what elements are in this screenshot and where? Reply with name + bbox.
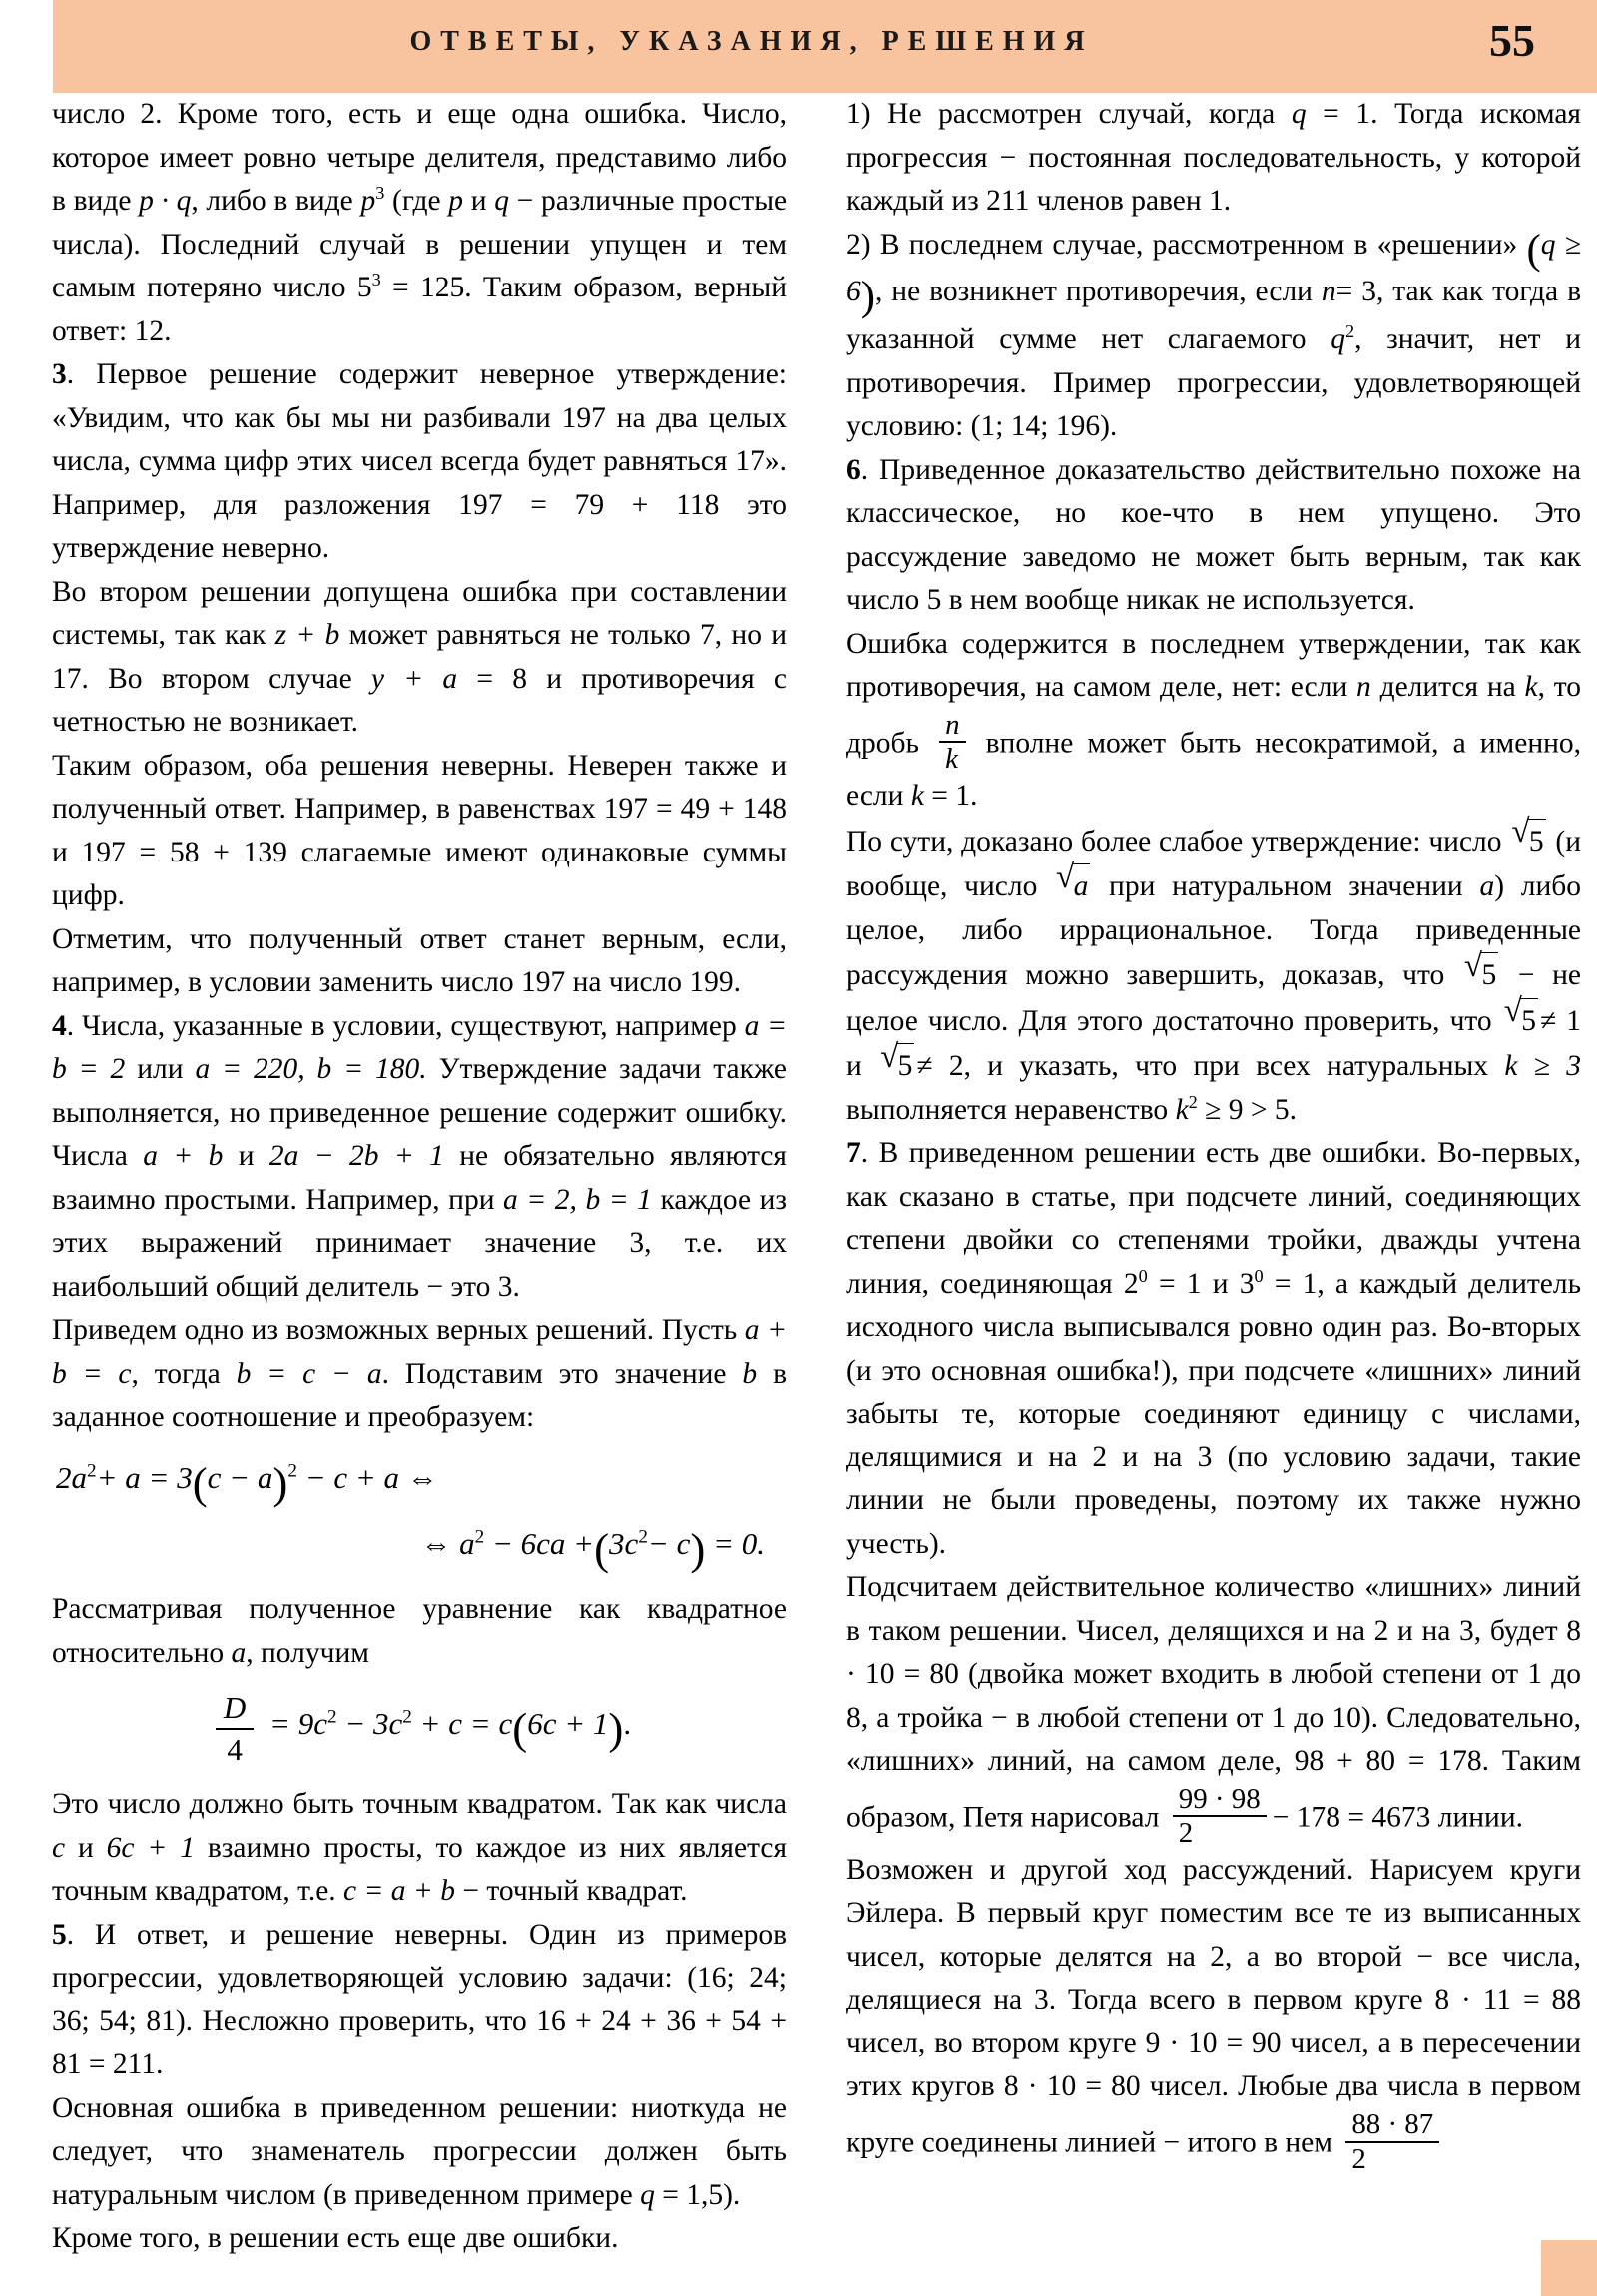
eq-paren-open: ( [594,1524,610,1575]
text-run: и [470,185,487,217]
text-run: = 1. Тогда искомая прогрессия − постоянная последовательность, у которой каждый из 211 членов равен 1. [846,98,1581,217]
math-q-squared: q [1331,323,1345,356]
text-run: , не возникнет противоречия, если [875,276,1313,308]
eq-part: 2a [56,1459,87,1495]
text-run: . Первое решение содержит неверное утверждение: «Увидим, что как бы мы ни разбивали 197 на два целых числа, сумма цифр этих чисел всегда будет равняться 17». Например, для разложения 197 = 79 + 118 это утверждение неверно. [52,358,787,564]
math-q: q [640,2178,655,2211]
sqrt-5 [1463,947,1498,998]
fraction-denominator: k [945,743,958,776]
radical-sign-icon: √ [880,1038,899,1075]
eq-paren-close: ) [608,1703,624,1754]
math-exponent: 2 [1188,1091,1198,1112]
radicand: 5 [1480,952,1498,998]
paragraph-correct-solution [52,1309,787,1439]
math-5-cubed [357,272,464,303]
eq-paren-close: ) [690,1524,706,1575]
math-2-pow-0 [1123,1265,1202,1300]
right-column [846,93,1581,2296]
text-run: Ошибка содержится в последнем утверждении, так как противоречия, на самом деле, нет: если [846,627,1581,704]
paragraph-main-error [52,2087,787,2218]
text-run: . В приведенном решении есть две ошибки. Во-первых, как сказано в статье, при подсчете линий, соединяющих степени двойки со степенями тройки, дважды учтена линия, соединяющая [846,1137,1581,1300]
fraction-numerator: D [223,1690,247,1726]
math-3-pow-0 [1239,1265,1318,1300]
displayed-equation-1-line-1 [52,1455,787,1506]
math-n: n [1356,671,1371,704]
text-run: 1) Не рассмотрен случай, когда [846,98,1276,130]
eq-part: + c = c [419,1706,513,1741]
paragraph-weaker-statement [846,814,1581,1133]
text-run: . [1289,1093,1297,1126]
text-run: − точный квадрат. [462,1875,688,1908]
eq-exponent: 2 [638,1527,648,1549]
displayed-equation-2 [52,1691,787,1767]
text-run: и [1212,1267,1229,1300]
text-run: (где [392,185,441,217]
text-run: чисел. Любые два числа в первом круге соединены линией − итого в нем [846,2070,1581,2159]
eq-exponent: 2 [474,1527,485,1549]
text-run: Возможен и другой ход рассуждений. Нарисуем круги Эйлера. В первый круг поместим все те из выписанных чисел, которые делятся на 2, а во второй − все числа, делящиеся на 3. Тогда всего в первом круге [846,1853,1581,2016]
paragraph-quadratic [52,1588,787,1675]
answer-item-3 [52,353,787,571]
math-exponent: 0 [1138,1265,1148,1286]
item-number: 4 [52,1009,67,1042]
radical-sign-icon: √ [1511,814,1530,851]
math-ne-1: ≠ 1 [1540,1004,1581,1037]
math-exponent: 0 [1254,1265,1264,1286]
eq-period: . [623,1706,632,1741]
math-2a-2b-1: 2a − 2b + 1 [268,1140,444,1172]
text-run: Приведем одно из возможных верных решений. Пусть [52,1314,738,1346]
paragraph-euler-circles [846,1849,1581,2174]
eq-exponent: 2 [402,1706,412,1728]
math-a-plus-b-eq-c: a + b = c [52,1314,787,1390]
math-c: c [52,1831,66,1864]
eq-part: c − a [207,1459,273,1495]
paren-open: ( [1526,225,1541,273]
math-b-180: b = 180. [316,1053,427,1085]
text-run: (двойка может входить в любой степени от 1 до 8, а тройка − в любой степени от 1 до 10). Следовательно, «лишних» линий, на самом деле, 98 + 80 = 178. Таким образом, Петя нарисовал [846,1658,1581,1834]
eq-part: + a = 3 [96,1459,193,1495]
text-run: . Числа, указанные в условии, существуют, например [66,1009,737,1042]
text-run: = 1,5). [662,2178,741,2211]
paragraph-continuation [52,93,787,353]
text-run: и [238,1140,255,1172]
eq-exponent: 2 [326,1706,337,1728]
math-a-220: a = 220, [195,1053,305,1085]
math-k-ge-3: k ≥ 3 [1504,1050,1581,1083]
math-k: k [910,780,924,813]
paragraph-note-199: Отметим, что полученный ответ станет верным, если, например, в условии заменить число 197 на число 199. [52,922,787,998]
text-run: , значит, нет и противоречия. Пример прогрессии, удовлетворяющей условию: (1; 14; 196). [846,323,1581,443]
text-run: может равняться не только 7, но и 17. Во втором случае [52,619,787,695]
text-run: делится на [1379,671,1516,704]
math-c-eq-a-plus-b: c = a + b [343,1875,455,1908]
radical-sign-icon: √ [1503,993,1522,1030]
answer-item-4 [52,1005,787,1310]
text-run: число 2. Кроме того, есть и еще одна ошибка. Число, которое имеет ровно четыре делителя, представимо либо в виде [52,98,787,217]
text-run: = 1. [931,780,978,813]
paragraph-count-extra-lines [846,1566,1581,1849]
eq-part: = 0. [713,1526,765,1562]
paragraph-case-1 [846,93,1581,224]
math-b-eq-c-minus-a: b = c − a [236,1357,382,1390]
radicand: 5 [1528,819,1546,864]
text-run: выполняется неравенство [846,1093,1169,1126]
bottom-right-corner-block [1541,2240,1597,2296]
math-a-eq-2: a = 2, [503,1183,577,1216]
page-title: ОТВЕТЫ, УКАЗАНИЯ, РЕШЕНИЯ [409,26,1094,57]
paragraph-case-2 [846,224,1581,449]
text-run: . Приведенное доказательство действительно похоже на классическое, но кое-что в нем упущено. Это рассуждение заведомо не может быть верным, так как число 5 в нем вообще никак не используется. [846,453,1581,617]
math-a-plus-b: a + b [143,1140,224,1172]
page-body [0,93,1597,2296]
math-8-times-11: 8 · 11 = 88 [1434,1984,1581,2016]
text-run: ) либо целое, либо иррациональное. Тогда приведенные рассуждения можно завершить, доказав, что [846,870,1581,992]
radicand: a [1073,870,1089,903]
left-column [52,93,787,2296]
math-base: 2 [1123,1267,1139,1300]
text-run: , получим [246,1636,369,1669]
text-run: 2) В последнем случае, рассмотренном в «решении» [846,228,1518,261]
page-number: 55 [1489,15,1535,66]
eq-part: − c + a ⇔ [304,1459,438,1495]
math-n: n [1321,276,1336,308]
answer-item-5 [52,1914,787,2087]
radical-sign-icon: √ [1463,947,1483,984]
math-5: 5 [356,272,372,303]
sqrt-a [1056,859,1090,909]
paragraph-both-wrong: Таким образом, оба решения неверны. Неверен также и полученный ответ. Например, в равенствах 197 = 49 + 148 и 197 = 58 + 139 слагаемые имеют одинаковые суммы цифр. [52,749,787,911]
text-run: = 3, так как тогда в указанной сумме нет слагаемого [846,276,1581,356]
text-run: чисел, во втором круге [846,2026,1137,2059]
text-run: каждое из этих выражений принимает значение 3, т.е. их наибольший общий делитель − это 3. [52,1183,787,1303]
math-z-plus-b: z + b [274,619,340,651]
text-run: − не целое число. Для этого достаточно проверить, что [846,959,1581,1037]
math-value: = 1 [1158,1267,1202,1300]
math-k: k [1524,671,1538,704]
paragraph-error-last-statement [846,623,1581,819]
math-q: q [494,185,509,217]
math-a: a [1479,870,1495,903]
math-exponent: 2 [1344,321,1355,342]
paragraph-two-more-errors: Кроме того, в решении есть еще две ошибки. [52,2222,619,2255]
item-number: 6 [846,453,861,486]
math-value: = 1 [1274,1267,1318,1300]
math-y-plus-a: y + a [370,662,458,695]
text-run: , а каждый делитель исходного числа выписывался ровно один раз. Во-вторых (и это основная ошибка!), при подсчете «лишних» линий забыты те, которые соединяют единицу с числами, делящимися и на 2 и на 3 (по условию задачи, такие линии не были проведены, поэтому их также нужно учесть). [846,1267,1581,1560]
fraction-numerator: n [945,708,960,741]
math-pq: p · q [139,185,192,217]
text-run: . Таким образом, верный ответ: 12. [52,272,787,347]
text-run: , то дробь [846,671,1581,760]
fraction-numerator: 99 · 98 [1178,1782,1261,1815]
sqrt-5 [1511,814,1545,864]
eq-paren-open: ( [192,1457,208,1508]
text-run: Во втором решении допущена ошибка при составлении системы, так как [52,575,787,651]
eq-paren-open: ( [512,1703,528,1754]
answer-item-6 [846,449,1581,623]
text-run: − различные простые числа). Последний случай в решении упущен и тем самым потеряно число [52,185,787,303]
text-run: , либо в виде [191,185,353,217]
eq-exponent: 2 [287,1460,297,1482]
item-number: 3 [52,358,67,390]
radicand: 5 [897,1043,915,1089]
text-run: Рассматривая полученное уравнение как квадратное относительно [52,1593,787,1669]
displayed-equation-1-line-2 [52,1521,787,1575]
eq-part: − c [647,1526,691,1562]
item-number: 7 [846,1137,861,1170]
math-q: q [1291,98,1307,130]
math-p: p [448,185,464,217]
text-run: , тогда [131,1357,221,1390]
eq-part: 3c [609,1526,639,1562]
eq-part: − 6ca + [491,1526,595,1562]
math-b: b [742,1357,758,1390]
math-6c-plus-1: 6c + 1 [106,1831,195,1864]
fraction-denominator: 2 [1173,1815,1267,1849]
sqrt-5 [1503,993,1538,1044]
math-a: a [231,1636,247,1669]
fraction-numerator: 88 · 87 [1351,2107,1434,2140]
radicand: 5 [1520,998,1538,1044]
math-p-exponent: 3 [375,183,385,204]
fraction-D-over-4 [216,1691,254,1767]
fraction-n-over-k [939,710,965,775]
text-run: взаимно просты, то каждое из них является точным квадратом, т.е. [52,1831,787,1908]
item-number: 5 [52,1918,67,1951]
text-run: чисел, а в пересечении этих кругов [846,2026,1581,2103]
sqrt-5 [880,1038,914,1089]
text-run: при натуральном значении [1109,870,1463,903]
fraction-denominator: 4 [216,1728,254,1767]
page-header-banner [53,0,1597,93]
eq-part: = 9c [269,1706,327,1741]
text-run: По сути, доказано более слабое утверждение: число [846,825,1502,858]
math-5-exponent: 3 [371,270,381,290]
eq-exponent: 2 [87,1460,97,1482]
text-run: линии. [1437,1801,1523,1834]
text-run: Это число должно быть точным квадратом. Так как числа [52,1788,787,1821]
math-8-times-10: 8 · 10 = 80 [846,1614,1581,1691]
text-run: . И ответ, и решение неверны. Один из примеров прогрессии, удовлетворяющей условию задачи: (16; 24; 36; 54; 81). Несложно проверить, что 16 + 24 + 36 + 54 + 81 = 211. [52,1918,787,2081]
math-q-ge-6: q ≥ 6 [846,228,1581,308]
math-ineq: ≥ 9 > 5 [1205,1093,1290,1126]
paragraph-perfect-square [52,1783,787,1914]
radical-sign-icon: √ [1056,859,1075,895]
text-run: в заданное соотношение и преобразуем: [52,1357,787,1433]
eq-part: − 3c [344,1706,403,1741]
text-run: не обязательно являются взаимно простыми. Например, при [52,1140,787,1216]
paragraph-second-solution [52,571,787,745]
math-base: 3 [1239,1267,1255,1300]
math-a-b-2: a = b = 2 [52,1009,787,1085]
text-run: Основная ошибка в приведенном решении: ниоткуда не следует, что знаменатель прогрессии должен быть натуральным числом (в приведенном примере [52,2091,787,2211]
eq-paren-close: ) [272,1457,288,1508]
eq-part: ⇔ a [420,1526,475,1562]
paren-close: ) [860,273,875,320]
fraction-denominator: 2 [1345,2141,1439,2175]
math-8-times-10: 8 · 10 = 80 [1003,2070,1141,2103]
text-run: и [846,1050,862,1083]
math-k-squared: k [1175,1093,1189,1126]
math-9-times-10: 9 · 10 = 90 [1145,2026,1282,2059]
fraction-88-87-over-2 [1345,2109,1439,2174]
text-run: и [77,1831,94,1864]
text-run: вполне может быть несократимой, а именно, если [846,727,1581,813]
answer-item-7 [846,1132,1581,1566]
text-run: , и указать, что при всех натуральных [963,1050,1489,1083]
eq-part: 6c + 1 [527,1706,609,1741]
text-run: = 8 и противоречия с четностью не возникает. [52,662,787,738]
math-125: = 125 [392,272,465,303]
fraction-99-98-over-2 [1173,1784,1267,1849]
math-ne-2: ≠ 2 [916,1050,964,1083]
text-run: Утверждение задачи также выполняется, но приведенное решение содержит ошибку. Числа [52,1053,787,1172]
text-run: . Подставим это значение [381,1357,727,1390]
math-minus-178: − 178 = 4673 [1272,1801,1431,1834]
text-run: Подсчитаем действительное количество «лишних» линий в таком решении. Чисел, делящихся и на 2 и на 3, будет [846,1571,1581,1647]
text-run: (и вообще, число [846,825,1581,903]
math-b-eq-1: b = 1 [585,1183,652,1216]
math-p-base: p [360,185,376,217]
text-run: или [137,1053,184,1085]
